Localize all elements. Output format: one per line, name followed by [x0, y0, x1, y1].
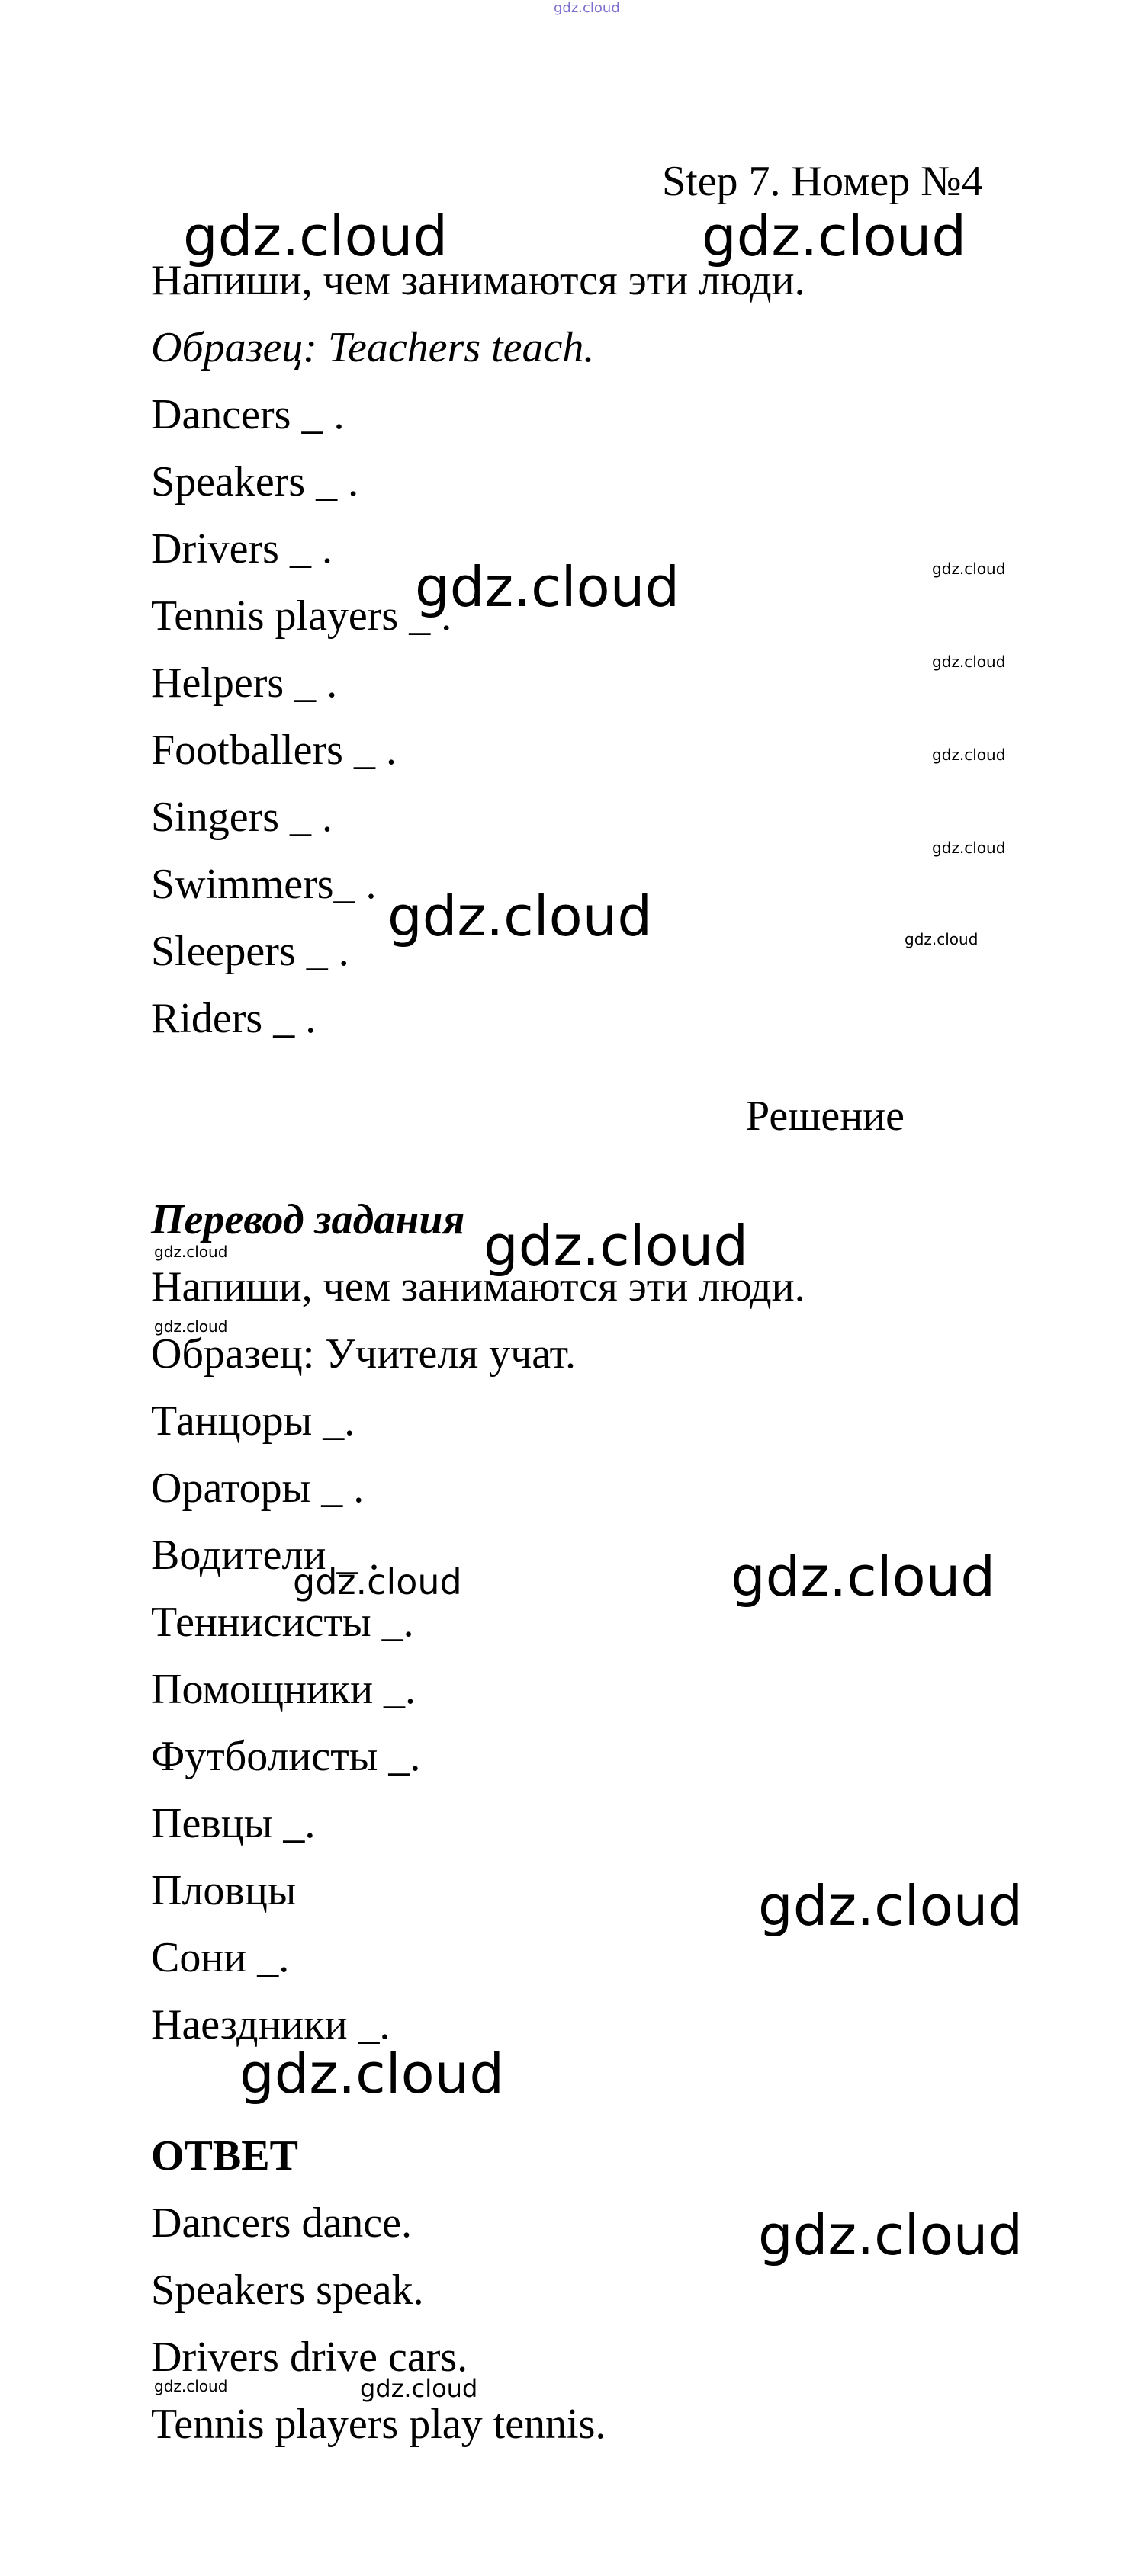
task-item: Sleepers _ .: [151, 928, 349, 975]
task-item: Singers _ .: [151, 794, 333, 841]
task-item: Helpers _ .: [151, 659, 338, 707]
watermark: gdz.cloud: [484, 1214, 749, 1278]
translation-item: Теннисисты _.: [151, 1599, 414, 1646]
top-watermark: gdz.cloud: [554, 0, 620, 16]
watermark: gdz.cloud: [360, 2374, 478, 2403]
watermark: gdz.cloud: [293, 1561, 462, 1602]
translation-item: Сони _.: [151, 1934, 290, 1981]
watermark: gdz.cloud: [415, 555, 680, 619]
translation-item: Ораторы _ .: [151, 1464, 365, 1512]
task-item: Swimmers_ .: [151, 861, 377, 908]
task-item: Tennis players _ .: [151, 592, 452, 640]
watermark: gdz.cloud: [387, 884, 653, 948]
answer-heading: ОТВЕТ: [151, 2132, 298, 2180]
task-item: Speakers _ .: [151, 458, 359, 505]
step-title: Step 7. Номер №4: [662, 158, 983, 205]
translation-item: Танцоры _.: [151, 1397, 355, 1445]
task-item: Footballers _ .: [151, 727, 397, 774]
watermark: gdz.cloud: [154, 2377, 228, 2395]
watermark: gdz.cloud: [932, 839, 1006, 857]
solution-heading: Решение: [746, 1092, 905, 1140]
answer-item: Drivers drive cars.: [151, 2334, 468, 2381]
translation-instruction: Напиши, чем занимаются эти люди.: [151, 1263, 805, 1310]
translation-heading: Перевод задания: [151, 1196, 465, 1243]
task-instruction: Напиши, чем занимаются эти люди.: [151, 257, 805, 304]
translation-item: Пловцы: [151, 1867, 297, 1914]
task-item: Dancers _ .: [151, 391, 345, 438]
task-item: Drivers _ .: [151, 525, 333, 573]
watermark: gdz.cloud: [758, 2203, 1023, 2267]
watermark: gdz.cloud: [239, 2042, 505, 2106]
watermark: gdz.cloud: [905, 930, 979, 948]
watermark: gdz.cloud: [154, 1317, 228, 1336]
watermark: gdz.cloud: [932, 653, 1006, 671]
answer-item: Dancers dance.: [151, 2199, 413, 2247]
translation-item: Певцы _.: [151, 1800, 316, 1847]
watermark: gdz.cloud: [731, 1545, 996, 1609]
translation-item: Наездники _.: [151, 2001, 390, 2048]
watermark: gdz.cloud: [932, 560, 1006, 578]
watermark: gdz.cloud: [932, 746, 1006, 764]
translation-item: Футболисты _.: [151, 1733, 421, 1780]
watermark: gdz.cloud: [154, 1243, 228, 1261]
watermark: gdz.cloud: [702, 204, 967, 268]
answer-item: Tennis players play tennis.: [151, 2401, 606, 2448]
answer-item: Speakers speak.: [151, 2266, 424, 2314]
translation-item: Помощники _.: [151, 1666, 416, 1713]
translation-example: Образец: Учителя учат.: [151, 1330, 576, 1378]
task-example: Образец: Teachers teach.: [151, 324, 595, 371]
watermark: gdz.cloud: [183, 204, 448, 268]
translation-item: Водители _ .: [151, 1532, 380, 1579]
task-item: Riders _ .: [151, 995, 317, 1042]
watermark: gdz.cloud: [758, 1874, 1023, 1938]
